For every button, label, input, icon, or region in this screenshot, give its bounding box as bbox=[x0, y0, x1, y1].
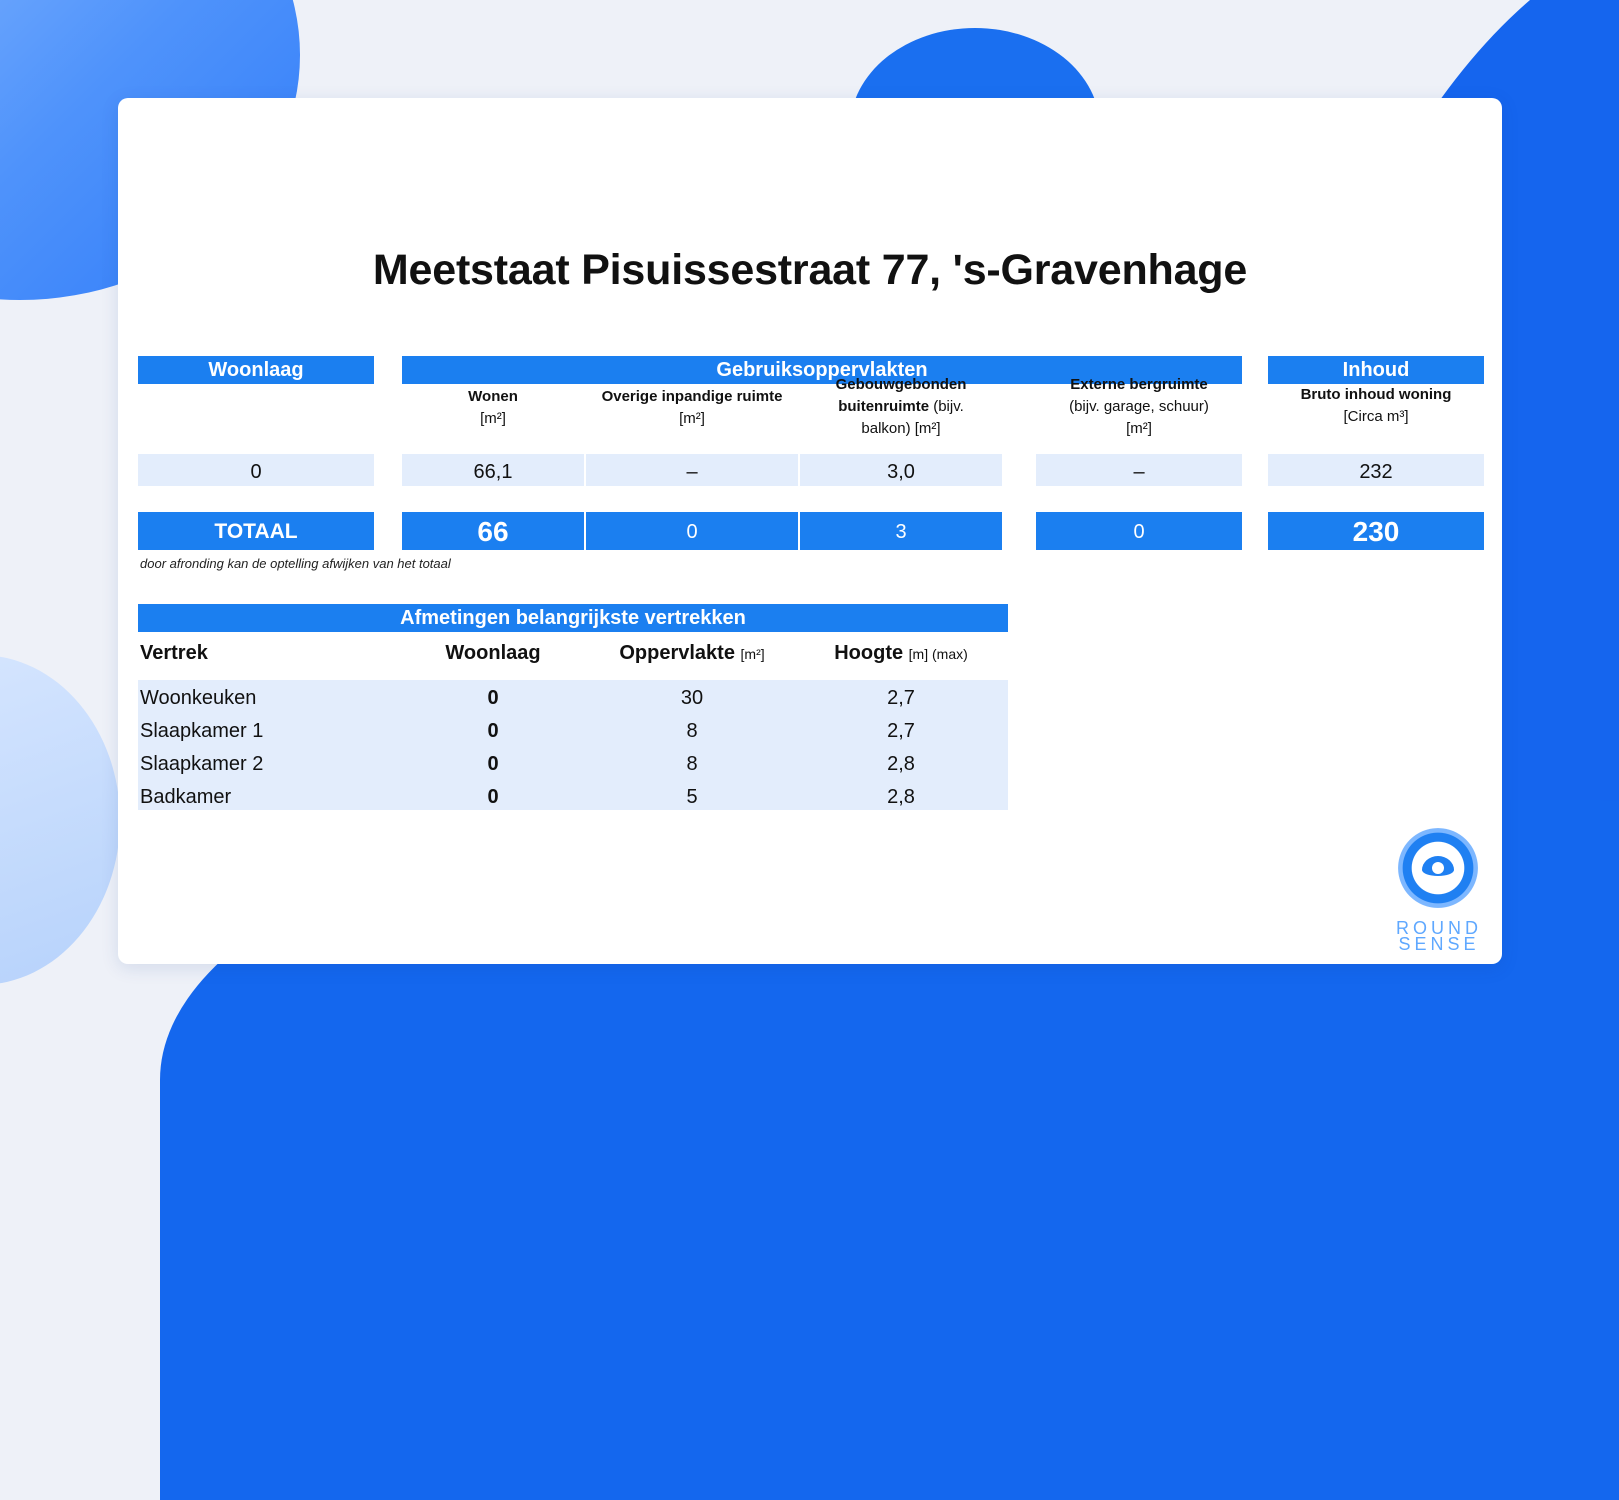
room-oppervlakte: 5 bbox=[686, 786, 698, 808]
room-oppervlakte: 8 bbox=[686, 753, 698, 775]
room-woonlaag: 0 bbox=[487, 687, 499, 709]
cell-wonen: 66,1 bbox=[402, 454, 584, 486]
totaal-wonen: 66 bbox=[402, 512, 584, 550]
page-title: Meetstaat Pisuissestraat 77, 's-Gravenhage bbox=[372, 246, 1248, 294]
room-hoogte: 2,8 bbox=[887, 786, 915, 808]
header-gebruiksoppervlakten: Gebruiksoppervlakten bbox=[402, 356, 1242, 384]
header-woonlaag: Woonlaag bbox=[138, 356, 374, 384]
col-header-wonen: Wonen [m²] bbox=[468, 388, 518, 427]
room-woonlaag: 0 bbox=[487, 753, 499, 775]
totaal-label: TOTAAL bbox=[138, 512, 374, 550]
col-header-extern: Externe bergruimte (bijv. garage, schuur) [m²] bbox=[1069, 376, 1209, 437]
measurement-card bbox=[118, 98, 1502, 964]
header-inhoud: Inhoud bbox=[1268, 356, 1484, 384]
room-name: Woonkeuken bbox=[140, 687, 257, 709]
rounding-note: door afronding kan de optelling afwijken van het totaal bbox=[140, 556, 451, 571]
col-header-oppervlakte: Oppervlakte [m²] bbox=[619, 642, 765, 664]
col-header-buitenruimte: Gebouwgebonden buitenruimte (bijv. balkon) [m²] bbox=[835, 376, 967, 437]
room-woonlaag: 0 bbox=[487, 786, 499, 808]
cell-buitenruimte: 3,0 bbox=[800, 454, 1002, 486]
col-header-woonlaag: Woonlaag bbox=[445, 642, 541, 664]
cell-overige: – bbox=[586, 454, 798, 486]
col-header-vertrek: Vertrek bbox=[140, 642, 208, 664]
room-hoogte: 2,8 bbox=[887, 753, 915, 775]
room-name: Slaapkamer 2 bbox=[140, 753, 264, 775]
room-woonlaag: 0 bbox=[487, 720, 499, 742]
cell-inhoud: 232 bbox=[1268, 454, 1484, 486]
cell-woonlaag: 0 bbox=[138, 454, 374, 486]
cell-extern: – bbox=[1036, 454, 1242, 486]
totaal-extern: 0 bbox=[1036, 512, 1242, 550]
room-name: Slaapkamer 1 bbox=[140, 720, 264, 742]
background-blob bbox=[0, 655, 120, 985]
eye-pupil-icon bbox=[1432, 862, 1444, 874]
room-hoogte: 2,7 bbox=[887, 720, 915, 742]
room-hoogte: 2,7 bbox=[887, 687, 915, 709]
totaal-inhoud: 230 bbox=[1268, 512, 1484, 550]
totaal-overige: 0 bbox=[586, 512, 798, 550]
room-name: Badkamer bbox=[140, 786, 232, 808]
header-vertrekken: Afmetingen belangrijkste vertrekken bbox=[138, 604, 1008, 632]
totaal-buitenruimte: 3 bbox=[800, 512, 1002, 550]
col-header-inhoud: Bruto inhoud woning [Circa m³] bbox=[1300, 386, 1452, 425]
col-header-overige: Overige inpandige ruimte [m²] bbox=[601, 388, 783, 427]
logo-wordmark: ROUND SENSE bbox=[1396, 918, 1482, 954]
col-header-hoogte: Hoogte [m] (max) bbox=[834, 642, 968, 664]
room-oppervlakte: 8 bbox=[686, 720, 698, 742]
room-oppervlakte: 30 bbox=[680, 687, 704, 709]
